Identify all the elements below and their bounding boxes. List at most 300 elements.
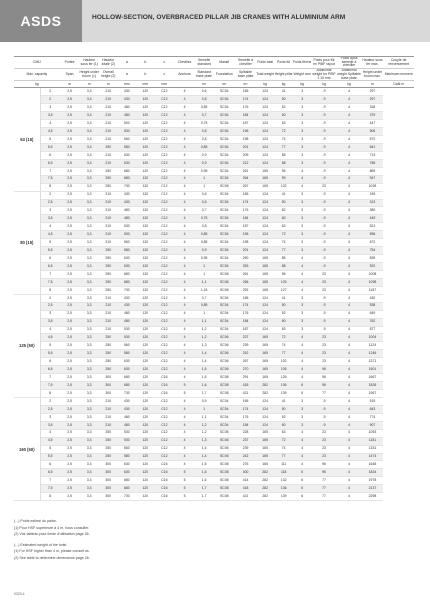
table-cell: C12 xyxy=(155,128,175,136)
table-cell: C12 xyxy=(155,104,175,112)
table-cell: 5 xyxy=(40,136,60,144)
table-cell: 4,5 xyxy=(40,231,60,239)
table-cell: 1 xyxy=(195,175,214,183)
table-cell: 922 xyxy=(362,263,384,271)
table-cell: 1 xyxy=(195,310,214,318)
table-cell: 4 xyxy=(174,199,195,207)
table-cell: 2,5 xyxy=(60,453,80,461)
table-cell: SC04 xyxy=(213,247,235,255)
table-cell: 421 xyxy=(235,493,256,501)
table-cell: 680 xyxy=(118,382,137,390)
table-cell: 120 xyxy=(136,445,155,453)
table-cell: 480 xyxy=(118,104,137,112)
table-cell: 3,3 xyxy=(79,310,99,318)
table-cell: 2,5 xyxy=(60,334,80,342)
table-cell: 3,3 xyxy=(79,286,99,294)
table-cell: 4 xyxy=(174,191,195,199)
table-cell: 282 xyxy=(256,469,275,477)
table-cell: 947 xyxy=(362,175,384,183)
table-cell: 4 xyxy=(293,255,312,263)
table-cell: 1246 xyxy=(362,350,384,358)
table-cell: 4 xyxy=(336,469,361,477)
note-en-3: (2) See table to determine dimensions page 26. xyxy=(14,555,90,560)
table-cell: 165 xyxy=(235,397,256,405)
table-cell: 774 xyxy=(362,413,384,421)
table-cell: 184 xyxy=(235,421,256,429)
table-cell: SC06 xyxy=(213,358,235,366)
table-cell: 3 xyxy=(293,421,312,429)
table-cell: 4 xyxy=(336,143,361,151)
table-cell: 4 xyxy=(174,223,195,231)
table-cell: 4 xyxy=(336,191,361,199)
table-cell: 4 xyxy=(174,167,195,175)
hdr-fr-7: Chevilles xyxy=(177,59,192,64)
table-cell: 4 xyxy=(174,263,195,271)
table-cell: 74 xyxy=(274,239,293,247)
hdr-fr-12: Poids fût xyxy=(277,59,291,64)
table-cell: 580 xyxy=(118,453,137,461)
table-cell: -9 xyxy=(311,199,336,207)
table-cell: 4 xyxy=(174,112,195,120)
table-cell: 2,5 xyxy=(60,167,80,175)
table-cell: 630 xyxy=(118,255,137,263)
table-cell: 3,3 xyxy=(79,429,99,437)
table-cell: -9 xyxy=(311,310,336,318)
table-cell: 187 xyxy=(235,120,256,128)
table-cell: 430 xyxy=(118,405,137,413)
table-cell: 4 xyxy=(336,294,361,302)
table-cell: 6,5 xyxy=(40,469,60,477)
table-cell: 2,5 xyxy=(60,477,80,485)
table-cell: 630 xyxy=(118,358,137,366)
table-cell: 2,5 xyxy=(60,183,80,191)
table-cell: C12 xyxy=(155,199,175,207)
table-cell: 1,6 xyxy=(195,469,214,477)
table-cell: SC04 xyxy=(213,397,235,405)
table-cell: 105 xyxy=(274,366,293,374)
table-cell: 96 xyxy=(311,374,336,382)
table-cell: 5 xyxy=(40,239,60,247)
table-cell: 23 xyxy=(311,342,336,350)
table-cell: C12 xyxy=(155,397,175,405)
table-cell: 1,6 xyxy=(195,477,214,485)
table-cell: SC08 xyxy=(213,390,235,398)
table-cell: 3,3 xyxy=(79,493,99,501)
table-cell: C12 xyxy=(155,159,175,167)
table-cell: 4 xyxy=(293,342,312,350)
table-row xyxy=(14,128,414,136)
table-cell: -9 xyxy=(311,175,336,183)
table-head xyxy=(14,57,414,88)
table-cell: 120 xyxy=(136,334,155,342)
table-cell: 99 xyxy=(274,175,293,183)
table-cell: 313 xyxy=(362,199,384,207)
table-cell: 7 xyxy=(40,270,60,278)
table-cell: 1,1 xyxy=(195,413,214,421)
table-cell: 165 xyxy=(256,366,275,374)
table-cell: 754 xyxy=(362,247,384,255)
table-cell: 77 xyxy=(274,143,293,151)
table-cell: 530 xyxy=(118,223,137,231)
table-cell: 1004 xyxy=(362,334,384,342)
table-cell: 120 xyxy=(136,96,155,104)
table-cell: 1187 xyxy=(362,286,384,294)
table-cell: 0,9 xyxy=(195,159,214,167)
table-cell: 3 xyxy=(293,207,312,215)
table-cell: 2137 xyxy=(362,485,384,493)
table-cell: 447 xyxy=(362,120,384,128)
table-cell: 124 xyxy=(256,151,275,159)
table-cell: 5,5 xyxy=(40,247,60,255)
table-cell: 480 xyxy=(118,421,137,429)
table-cell: SC04 xyxy=(213,128,235,136)
table-row xyxy=(14,215,414,223)
table-cell: 250 xyxy=(99,429,118,437)
table-cell: SC08 xyxy=(213,469,235,477)
table-cell: 250 xyxy=(99,270,118,278)
table-cell: 7,5 xyxy=(40,485,60,493)
table-cell: 0,85 xyxy=(195,302,214,310)
table-cell: 120 xyxy=(136,382,155,390)
table-cell: 3 xyxy=(293,247,312,255)
table-cell: 4 xyxy=(293,453,312,461)
table-row xyxy=(14,207,414,215)
table-cell: 3,3 xyxy=(79,469,99,477)
table-cell: 120 xyxy=(136,366,155,374)
table-cell: 4 xyxy=(174,159,195,167)
table-cell: -9 xyxy=(311,88,336,96)
table-cell: 380 xyxy=(362,207,384,215)
table-cell: 3,3 xyxy=(79,270,99,278)
table-cell: 4 xyxy=(336,151,361,159)
table-cell: 5 xyxy=(174,390,195,398)
table-cell: 291 xyxy=(235,374,256,382)
table-cell: 120 xyxy=(136,128,155,136)
table-cell: 4 xyxy=(336,429,361,437)
table-cell: 120 xyxy=(136,461,155,469)
table-cell: 250 xyxy=(99,143,118,151)
table-row xyxy=(14,88,414,96)
table-row xyxy=(14,278,414,286)
table-cell: 4 xyxy=(336,318,361,326)
table-cell: C12 xyxy=(155,151,175,159)
table-cell: 530 xyxy=(118,437,137,445)
table-cell: 630 xyxy=(118,151,137,159)
table-cell: 2,5 xyxy=(60,151,80,159)
table-cell: 120 xyxy=(136,326,155,334)
table-cell: 266 xyxy=(235,278,256,286)
table-cell: C16 xyxy=(155,477,175,485)
table-cell: C16 xyxy=(155,374,175,382)
table-cell: 2,5 xyxy=(60,239,80,247)
table-cell: 250 xyxy=(99,247,118,255)
table-cell: 4 xyxy=(293,175,312,183)
table-cell: 124 xyxy=(256,215,275,223)
table-cell: 2,5 xyxy=(60,207,80,215)
table-cell: 730 xyxy=(118,390,137,398)
table-cell: 3,3 xyxy=(79,390,99,398)
table-cell: C12 xyxy=(155,191,175,199)
table-cell: 120 xyxy=(136,183,155,191)
table-cell: 250 xyxy=(99,167,118,175)
table-cell: 210 xyxy=(99,397,118,405)
table-cell: 212 xyxy=(235,159,256,167)
table-cell: 120 xyxy=(136,263,155,271)
table-cell: C12 xyxy=(155,429,175,437)
table-cell: 41 xyxy=(274,294,293,302)
table-cell: 120 xyxy=(136,278,155,286)
table-cell: 96 xyxy=(311,461,336,469)
table-cell: 165 xyxy=(256,167,275,175)
table-cell: 2,5 xyxy=(60,159,80,167)
table-cell: 261 xyxy=(235,167,256,175)
table-cell: 3,3 xyxy=(79,302,99,310)
table-cell: 242 xyxy=(235,350,256,358)
table-cell: C12 xyxy=(155,247,175,255)
table-cell: 1826 xyxy=(362,382,384,390)
table-row xyxy=(14,382,414,390)
table-cell: 3,3 xyxy=(79,413,99,421)
table-cell: 165 xyxy=(256,263,275,271)
table-cell: 5,5 xyxy=(40,143,60,151)
table-cell: SC04 xyxy=(213,326,235,334)
table-row xyxy=(14,429,414,437)
header-row-units xyxy=(14,81,414,88)
table-cell: 506 xyxy=(362,128,384,136)
table-cell: 124 xyxy=(256,397,275,405)
hdr-unit-6: mm xyxy=(155,81,175,88)
table-cell: 8 xyxy=(40,493,60,501)
table-cell: 4 xyxy=(293,270,312,278)
note-fr-3: (2) Voir tableau pour limite d'utilisation page 26. xyxy=(14,532,90,537)
brand-logo xyxy=(0,0,82,42)
table-cell: SC04 xyxy=(213,207,235,215)
table-cell: 276 xyxy=(235,461,256,469)
table-cell: 187 xyxy=(235,326,256,334)
hdr-en-7: Anchors xyxy=(178,71,191,76)
table-cell: 174 xyxy=(235,96,256,104)
table-cell: 120 xyxy=(136,270,155,278)
table-cell: SC04 xyxy=(213,215,235,223)
table-cell: 2 xyxy=(40,294,60,302)
table-cell: 3,3 xyxy=(79,263,99,271)
table-cell: 2,5 xyxy=(60,112,80,120)
table-cell: 3,3 xyxy=(79,207,99,215)
table-cell: 0,6 xyxy=(195,88,214,96)
table-cell: 4 xyxy=(336,310,361,318)
table-cell: 250 xyxy=(99,366,118,374)
table-cell: 210 xyxy=(99,318,118,326)
table-cell: 4 xyxy=(293,374,312,382)
table-cell: 165 xyxy=(256,342,275,350)
table-cell: 596 xyxy=(362,231,384,239)
table-cell: 3 xyxy=(293,239,312,247)
table-cell: 785 xyxy=(362,159,384,167)
table-cell: 3 xyxy=(293,215,312,223)
table-cell: 0,85 xyxy=(195,231,214,239)
table-cell: 4 xyxy=(174,239,195,247)
table-cell: 120 xyxy=(136,104,155,112)
table-cell: 4 xyxy=(336,239,361,247)
table-cell: 282 xyxy=(256,485,275,493)
hdr-en-1: Span xyxy=(65,71,74,76)
capacity-cell: 80 (15) xyxy=(14,191,40,294)
table-cell: C12 xyxy=(155,358,175,366)
hdr-unit-17: DaN.m xyxy=(383,81,414,88)
table-row xyxy=(14,334,414,342)
table-cell: 4 xyxy=(174,461,195,469)
table-row xyxy=(14,302,414,310)
table-cell: C12 xyxy=(155,405,175,413)
table-cell: 2,5 xyxy=(60,318,80,326)
table-cell: 120 xyxy=(136,358,155,366)
table-cell: SC04 xyxy=(213,199,235,207)
table-cell: 649 xyxy=(362,310,384,318)
table-cell: 3,5 xyxy=(40,318,60,326)
table-cell: 120 xyxy=(136,120,155,128)
table-cell: 124 xyxy=(256,199,275,207)
note-en-1: (...) Estimated weight of the hoist. xyxy=(14,542,68,547)
table-cell: SC04 xyxy=(213,120,235,128)
table-cell: C16 xyxy=(155,461,175,469)
table-cell: 2298 xyxy=(362,493,384,501)
table-cell: 60 xyxy=(274,421,293,429)
table-cell: C12 xyxy=(155,413,175,421)
table-cell: SC04 xyxy=(213,255,235,263)
table-cell: 4 xyxy=(336,207,361,215)
hdr-fr-16: Hauteur sous fer max. xyxy=(362,57,383,66)
table-cell: 3,3 xyxy=(79,342,99,350)
table-cell: 630 xyxy=(118,461,137,469)
table-cell: 3,3 xyxy=(79,421,99,429)
table-cell: 907 xyxy=(362,421,384,429)
table-cell: 1,2 xyxy=(195,421,214,429)
table-row xyxy=(14,469,414,477)
footnotes xyxy=(14,518,90,562)
table-cell: 3,3 xyxy=(79,231,99,239)
table-cell: 23 xyxy=(311,270,336,278)
table-cell: 1,2 xyxy=(195,429,214,437)
table-cell: 250 xyxy=(99,350,118,358)
table-cell: C12 xyxy=(155,342,175,350)
table-row xyxy=(14,397,414,405)
table-cell: 250 xyxy=(99,175,118,183)
table-row xyxy=(14,104,414,112)
table-cell: 198 xyxy=(235,136,256,144)
table-cell: 165 xyxy=(256,350,275,358)
table-cell: 120 xyxy=(136,294,155,302)
table-cell: 6 xyxy=(293,382,312,390)
table-cell: 165 xyxy=(256,358,275,366)
table-cell: 139 xyxy=(274,390,293,398)
table-cell: 4 xyxy=(174,326,195,334)
table-cell: 120 xyxy=(136,302,155,310)
table-cell: 4 xyxy=(336,397,361,405)
table-cell: C12 xyxy=(155,263,175,271)
table-cell: 120 xyxy=(136,215,155,223)
table-cell: 3 xyxy=(293,397,312,405)
table-cell: 120 xyxy=(136,239,155,247)
table-cell: -9 xyxy=(311,136,336,144)
table-cell: C12 xyxy=(155,215,175,223)
table-cell: 4 xyxy=(293,366,312,374)
table-body xyxy=(14,88,414,501)
table-row xyxy=(14,191,414,199)
table-cell: 120 xyxy=(136,136,155,144)
table-cell: 4 xyxy=(336,247,361,255)
table-cell: 4 xyxy=(336,270,361,278)
table-cell: 136 xyxy=(274,382,293,390)
table-cell: 4 xyxy=(174,278,195,286)
table-cell: 430 xyxy=(118,191,137,199)
table-cell: 3 xyxy=(293,112,312,120)
table-cell: 196 xyxy=(235,231,256,239)
table-cell: 3,3 xyxy=(79,239,99,247)
hdr-fr-9: Massif xyxy=(219,59,230,64)
table-cell: 165 xyxy=(256,278,275,286)
table-cell: 120 xyxy=(136,88,155,96)
table-cell: 4 xyxy=(336,104,361,112)
brand-name: ASDS xyxy=(20,13,62,29)
table-cell: 1,3 xyxy=(195,342,214,350)
table-cell: 1053 xyxy=(362,429,384,437)
table-cell: 560 xyxy=(118,239,137,247)
table-cell: 3,3 xyxy=(79,461,99,469)
table-cell: 210 xyxy=(99,310,118,318)
table-cell: -9 xyxy=(311,207,336,215)
table-cell: 120 xyxy=(136,405,155,413)
table-cell: 2,5 xyxy=(60,278,80,286)
hdr-en-11: Total weight xyxy=(256,71,275,76)
table-cell: 4 xyxy=(174,318,195,326)
table-cell: 8 xyxy=(40,286,60,294)
hdr-en-4: a xyxy=(125,71,128,76)
table-cell: 2,5 xyxy=(40,199,60,207)
table-cell: 0,7 xyxy=(195,294,214,302)
table-cell: 4 xyxy=(336,128,361,136)
table-cell: 72 xyxy=(274,334,293,342)
table-cell: 680 xyxy=(118,175,137,183)
table-cell: 4 xyxy=(336,286,361,294)
table-cell: C12 xyxy=(155,231,175,239)
table-cell: 250 xyxy=(99,445,118,453)
table-cell: 1,5 xyxy=(195,461,214,469)
table-cell: 0,8 xyxy=(195,128,214,136)
table-cell: C12 xyxy=(155,334,175,342)
hdr-unit-16: m xyxy=(362,81,384,88)
table-cell: -9 xyxy=(311,326,336,334)
table-row xyxy=(14,493,414,501)
table-cell: 72 xyxy=(274,128,293,136)
table-cell: 4 xyxy=(293,167,312,175)
table-cell: 6 xyxy=(293,485,312,493)
table-cell: 198 xyxy=(235,239,256,247)
table-cell: C12 xyxy=(155,445,175,453)
table-cell: 3,3 xyxy=(79,151,99,159)
table-cell: 4 xyxy=(293,278,312,286)
table-cell: 4 xyxy=(336,136,361,144)
table-cell: 3 xyxy=(293,405,312,413)
table-cell: 63 xyxy=(274,429,293,437)
table-cell: 210 xyxy=(99,120,118,128)
hdr-fr-10: Semelle à cheviller xyxy=(237,57,254,66)
table-cell: 0,9 xyxy=(195,151,214,159)
table-cell: 730 xyxy=(118,286,137,294)
table-cell: 480 xyxy=(118,310,137,318)
table-cell: 74 xyxy=(274,445,293,453)
table-cell: 23 xyxy=(311,334,336,342)
table-cell: 250 xyxy=(99,183,118,191)
